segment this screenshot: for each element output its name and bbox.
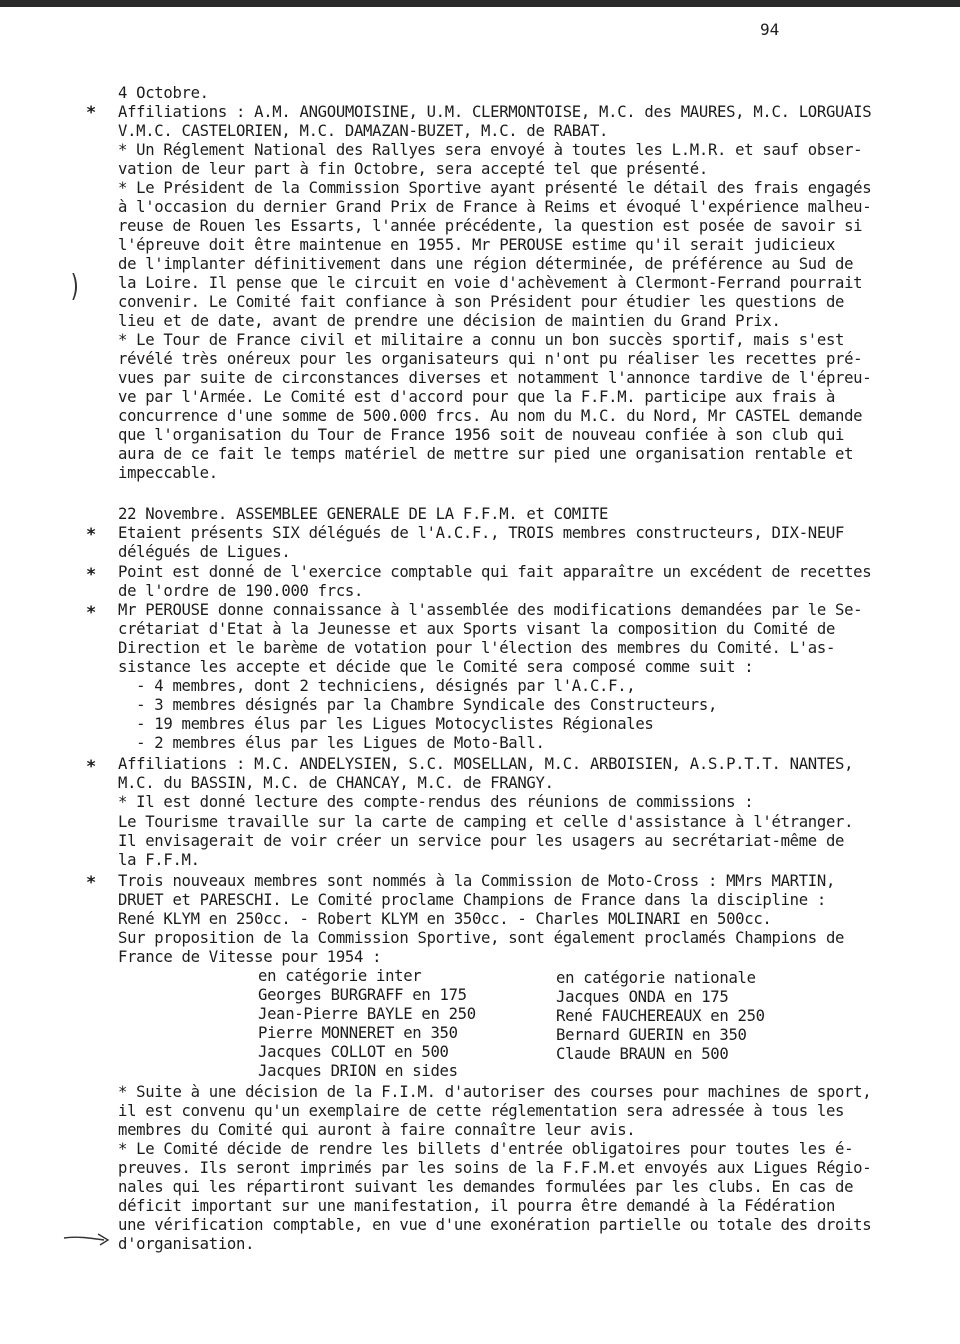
list-item: - 2 membres élus par les Ligues de Moto-Ball. (118, 734, 545, 752)
text-line: membres du Comité qui auront à faire connaître leur avis. (118, 1121, 636, 1139)
section-date-heading: 22 Novembre. ASSEMBLEE GENERALE DE LA F.F.M. et COMITE (118, 505, 609, 523)
list-item: - 4 membres, dont 2 techniciens, désignés par l'A.C.F., (118, 677, 636, 695)
champion-entry: René FAUCHEREAUX en 250 (556, 1007, 765, 1025)
champion-entry: Jacques ONDA en 175 (556, 988, 729, 1006)
text-line: * Le Tour de France civil et militaire a connu un bon succès sportif, mais s'est (118, 331, 845, 349)
text-line: M.C. du BASSIN, M.C. de CHANCAY, M.C. de FRANGY. (118, 774, 554, 792)
text-line: Il envisagerait de voir créer un service pour les usagers au secrétariat-même de (118, 832, 845, 850)
text-line: ve par l'Armée. Le Comité est d'accord pour que la F.F.M. participe aux frais à (118, 388, 836, 406)
text-line: aura de ce fait le temps matériel de mettre sur pied une organisation rentable et (118, 445, 854, 463)
text-line: Point est donné de l'exercice comptable qui fait apparaître un excédent de recettes (118, 563, 872, 581)
text-line: la F.F.M. (118, 851, 200, 869)
text-line: la Loire. Il pense que le circuit en voie d'achèvement à Clermont-Ferrand pourrait (118, 274, 863, 292)
text-line: crétariat d'Etat à la Jeunesse et aux Sports visant la composition du Comité de (118, 620, 836, 638)
text-line: délégués de Ligues. (118, 543, 291, 561)
margin-arrow-icon (62, 1226, 114, 1246)
text-line: preuves. Ils seront imprimés par les soins de la F.F.M.et envoyés aux Ligues Régio- (118, 1159, 872, 1177)
text-line: nales qui les répartiront suivant les demandes formulées par les clubs. En cas de (118, 1178, 854, 1196)
text-line: * Le Président de la Commission Sportive ayant présenté le détail des frais engagés (118, 179, 872, 197)
page-top-border (0, 0, 960, 7)
text-line: Direction et le barème de votation pour l'élection des membres du Comité. L'as- (118, 639, 836, 657)
text-line: V.M.C. CASTELORIEN, M.C. DAMAZAN-BUZET, M.C. de RABAT. (118, 122, 609, 140)
champion-entry: Georges BURGRAFF en 175 (258, 986, 467, 1004)
champion-entry: Jacques COLLOT en 500 (258, 1043, 449, 1061)
text-line: que l'organisation du Tour de France 1956 soit de nouveau confiée à son club qui (118, 426, 845, 444)
text-line: lieu et de date, avant de prendre une décision de maintien du Grand Prix. (118, 312, 781, 330)
text-line: France de Vitesse pour 1954 : (118, 948, 382, 966)
bullet-star: * (86, 757, 97, 777)
text-line: de l'implanter définitivement dans une région déterminée, de préférence au Sud de (118, 255, 854, 273)
page-number: 94 (760, 20, 780, 39)
bullet-star: * (86, 603, 97, 623)
champions-nationale-heading: en catégorie nationale (556, 969, 756, 987)
section-date-heading: 4 Octobre. (118, 84, 209, 102)
text-line: il est convenu qu'un exemplaire de cette réglementation sera adressée à tous les (118, 1102, 845, 1120)
champion-entry: Bernard GUERIN en 350 (556, 1026, 747, 1044)
text-line: de l'ordre de 190.000 frcs. (118, 582, 364, 600)
bullet-star: * (86, 103, 97, 123)
text-line: vation de leur part à fin Octobre, sera accepté tel que présenté. (118, 160, 708, 178)
text-line: une vérification comptable, en vue d'une exonération partielle ou totale des droits (118, 1216, 872, 1234)
text-line: Etaient présents SIX délégués de l'A.C.F., TROIS membres constructeurs, DIX-NEUF (118, 524, 845, 542)
champion-entry: Claude BRAUN en 500 (556, 1045, 729, 1063)
text-line: impeccable. (118, 464, 218, 482)
text-line: reuse de Rouen les Essarts, l'année précédente, la question est posée de savoir si (118, 217, 863, 235)
text-line: d'organisation. (118, 1235, 255, 1253)
list-item: - 3 membres désignés par la Chambre Syndicale des Constructeurs, (118, 696, 718, 714)
text-line: Le Tourisme travaille sur la carte de camping et celle d'assistance à l'étranger. (118, 813, 854, 831)
text-line: René KLYM en 250cc. - Robert KLYM en 350cc. - Charles MOLINARI en 500cc. (118, 910, 772, 928)
champion-entry: Jacques DRION en sides (258, 1062, 458, 1080)
text-line: Affiliations : M.C. ANDELYSIEN, S.C. MOSELLAN, M.C. ARBOISIEN, A.S.P.T.T. NANTES, (118, 755, 854, 773)
text-line: déficit important sur une manifestation, il pourra être demandé à la Fédération (118, 1197, 836, 1215)
text-line: l'épreuve doit être maintenue en 1955. Mr PEROUSE estime qu'il serait judicieux (118, 236, 836, 254)
text-line: à l'occasion du dernier Grand Prix de France à Reims et évoqué l'expérience malheu- (118, 198, 872, 216)
text-line: * Suite à une décision de la F.I.M. d'autoriser des courses pour machines de sport, (118, 1083, 872, 1101)
text-line: Mr PEROUSE donne connaissance à l'assemblée des modifications demandées par le Se- (118, 601, 863, 619)
text-line: Sur proposition de la Commission Sportive, sont également proclamés Champions de (118, 929, 845, 947)
margin-annotation: ) (68, 269, 82, 304)
text-line: révélé très onéreux pour les organisateurs qui n'ont pu réaliser les recettes pré- (118, 350, 863, 368)
text-line: convenir. Le Comité fait confiance à son Président pour étudier les questions de (118, 293, 845, 311)
champions-inter-heading: en catégorie inter (258, 967, 422, 985)
champion-entry: Pierre MONNERET en 350 (258, 1024, 458, 1042)
text-line: sistance les accepte et décide que le Comité sera composé comme suit : (118, 658, 754, 676)
bullet-star: * (86, 873, 97, 893)
text-line: DRUET et PARESCHI. Le Comité proclame Champions de France dans la discipline : (118, 891, 826, 909)
text-line: Affiliations : A.M. ANGOUMOISINE, U.M. CLERMONTOISE, M.C. des MAURES, M.C. LORGUAIS (118, 103, 872, 121)
text-line: * Il est donné lecture des compte-rendus des réunions de commissions : (118, 793, 754, 811)
list-item: - 19 membres élus par les Ligues Motocyclistes Régionales (118, 715, 654, 733)
text-line: * Le Comité décide de rendre les billets d'entrée obligatoires pour toutes les é- (118, 1140, 854, 1158)
text-line: vues par suite de circonstances diverses et notamment l'annonce tardive de l'épreu- (118, 369, 872, 387)
text-line: concurrence d'une somme de 500.000 frcs. Au nom du M.C. du Nord, Mr CASTEL demande (118, 407, 863, 425)
text-line: Trois nouveaux membres sont nommés à la Commission de Moto-Cross : MMrs MARTIN, (118, 872, 836, 890)
champion-entry: Jean-Pierre BAYLE en 250 (258, 1005, 476, 1023)
bullet-star: * (86, 525, 97, 545)
text-line: * Un Réglement National des Rallyes sera envoyé à toutes les L.M.R. et sauf obser- (118, 141, 863, 159)
bullet-star: * (86, 565, 97, 585)
